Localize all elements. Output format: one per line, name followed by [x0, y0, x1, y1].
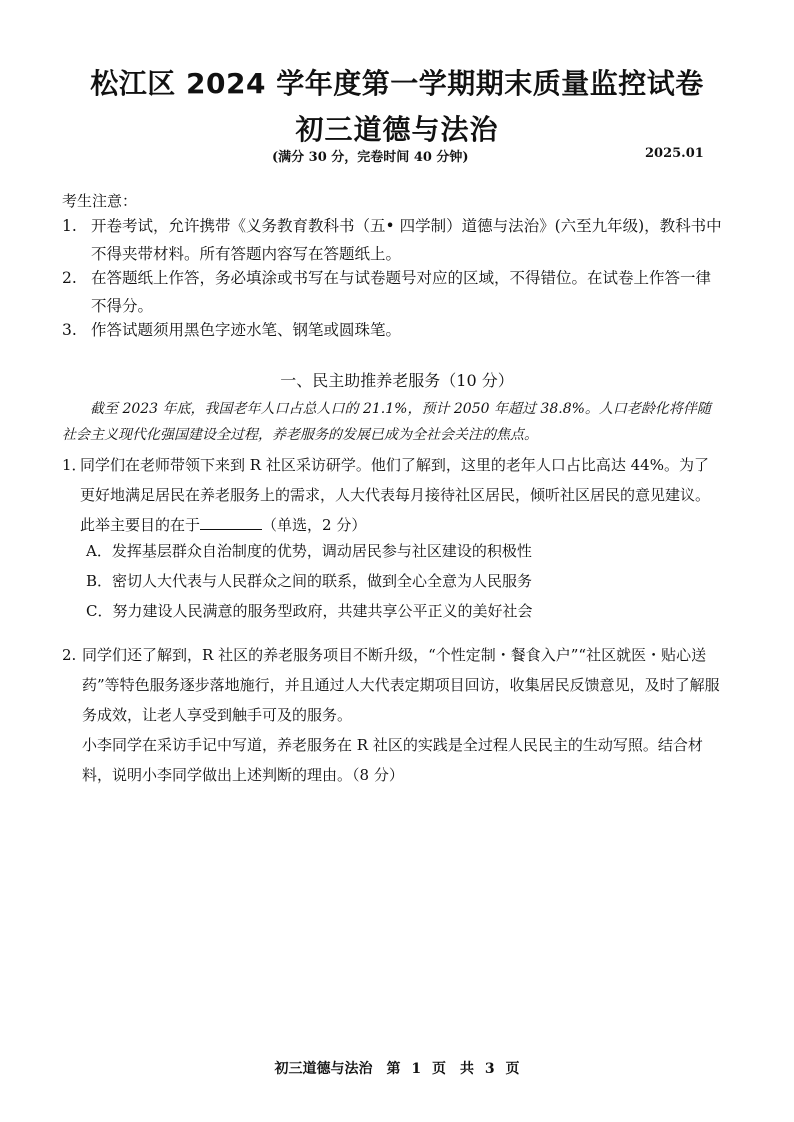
exam-subtitle: 初三道德与法治 [295, 113, 499, 146]
option-b: B．密切人大代表与人民群众之间的联系，做到全心全意为人民服务 [86, 572, 533, 590]
answer-blank [200, 513, 262, 530]
notice-item-text: 在答题纸上作答，务必填涂或书写在与试卷题号对应的区域，不得错位。在试卷上作答一律不得分。 [91, 269, 712, 315]
notice-item-3 [62, 316, 722, 344]
question-2-prompt: 小李同学在采访手记中写道，养老服务在 R 社区的实践是全过程人民民主的生动写照。结合材料，说明小李同学做出上述判断的理由。（8 分） [82, 736, 703, 784]
question-1-points: （单选，2 分） [262, 516, 367, 534]
question-1 [62, 450, 722, 540]
question-1-stem: 同学们在老师带领下来到 R 社区采访研学。他们了解到，这里的老年人口占比高达 44%。为了更好地满足居民在养老服务上的需求，人大代表每月接待社区居民，倾听社区居民的意见建议。此举主要目的在于 [80, 456, 711, 534]
notice-item-1 [62, 212, 722, 268]
notice-heading: 考生注意： [62, 192, 138, 210]
question-2-material: 同学们还了解到，R 社区的养老服务项目不断升级，“个性定制・餐食入户”“社区就医・贴心送药”等特色服务逐步落地施行，并且通过人大代表定期项目回访，收集居民反馈意见，及时了解服务成效，让老人享受到触手可及的服务。 [82, 646, 720, 724]
notice-item-text: 作答试题须用黑色字迹水笔、钢笔或圆珠笔。 [91, 321, 402, 339]
question-number: 1． [62, 456, 87, 474]
notice-item-number: 2. [62, 269, 77, 287]
notice-item-2 [62, 264, 722, 320]
section-title: 一、民主助推养老服务（10 分） [280, 371, 514, 390]
notice-item-text: 开卷考试，允许携带《义务教育教科书（五• 四学制）道德与法治》(六至九年级)，教科书中不得夹带材料。所有答题内容写在答题纸上。 [91, 217, 722, 263]
question-2 [62, 640, 724, 790]
question-number: 2. [62, 646, 77, 664]
option-a: A．发挥基层群众自治制度的优势，调动居民参与社区建设的积极性 [86, 542, 532, 560]
exam-title: 松江区 2024 学年度第一学期期末质量监控试卷 [90, 67, 704, 100]
section-intro: 截至 2023 年底，我国老年人口占总人口的 21.1%，预计 2050 年超过 38.8%。人口老龄化将伴随社会主义现代化强国建设全过程，养老服务的发展已成为全社会关注的焦点。 [62, 401, 711, 443]
exam-date: 2025.01 [645, 146, 704, 161]
notice-item-number: 3. [62, 321, 77, 339]
exam-info: (满分 30 分，完卷时间 40 分钟) [272, 150, 469, 165]
question-1-text [80, 450, 722, 540]
page-footer: 初三道德与法治 第 1 页 共 3 页 [274, 1061, 520, 1077]
notice-item-number: 1. [62, 217, 77, 235]
option-c: C．努力建设人民满意的服务型政府，共建共享公平正义的美好社会 [86, 602, 533, 620]
